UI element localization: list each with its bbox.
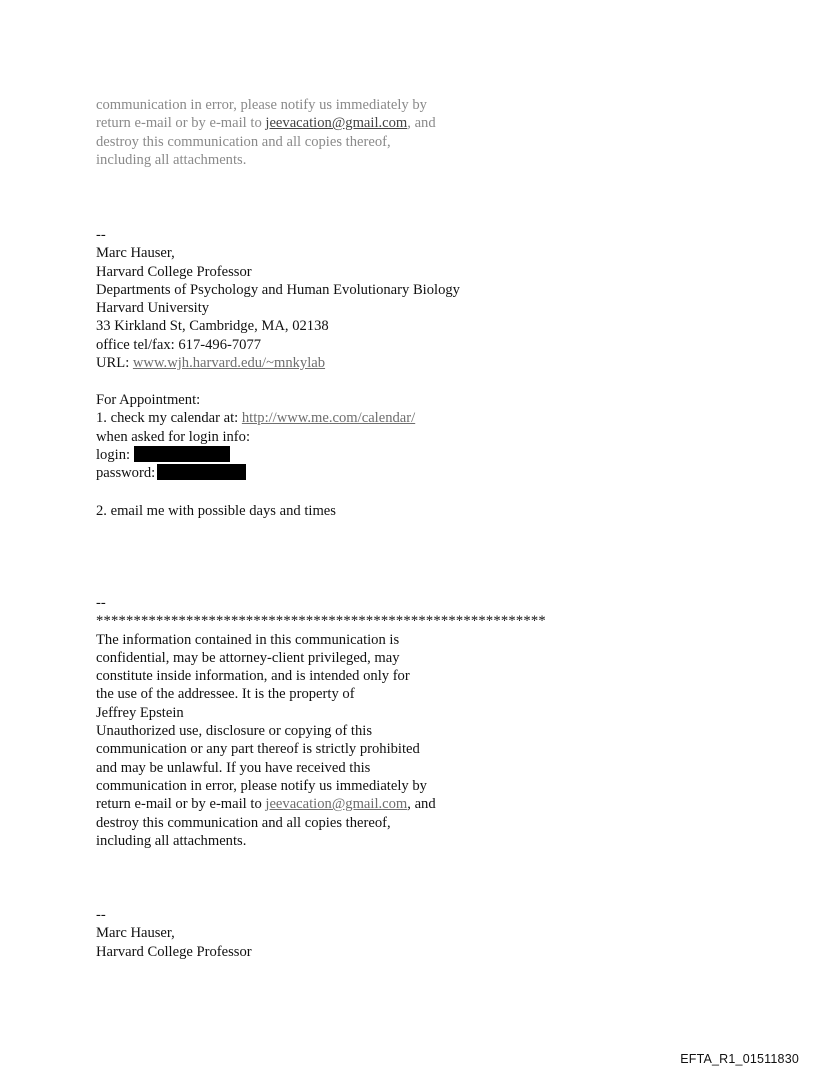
disclaimer-line: including all attachments. (96, 832, 247, 849)
disclaimer-email-suffix: , and (407, 796, 436, 813)
disclaimer-email-prefix: return e-mail or by e-mail to (96, 796, 266, 813)
document-id: EFTA_R1_01511830 (680, 1052, 799, 1066)
quoted-email-suffix: , and (407, 115, 436, 132)
quoted-email-prefix: return e-mail or by e-mail to (96, 115, 266, 132)
signature-departments: Departments of Psychology and Human Evolutionary Biology (96, 281, 460, 298)
disclaimer-line: destroy this communication and all copies thereof, (96, 814, 391, 831)
signature-title: Harvard College Professor (96, 263, 252, 280)
step-1-text: 1. check my calendar at: (96, 410, 242, 427)
disclaimer-line: constitute inside information, and is intended only for (96, 668, 410, 685)
disclaimer-stars: ************************************************************ (96, 613, 546, 630)
signature-separator: -- (96, 227, 106, 243)
signature-university: Harvard University (96, 300, 210, 317)
login-label: login: (96, 446, 131, 463)
quoted-line (96, 114, 436, 132)
quoted-line: communication in error, please notify us immediately by (96, 97, 427, 113)
disclaimer-line: communication in error, please notify us immediately by (96, 777, 427, 794)
disclaimer-line: confidential, may be attorney-client privileged, may (96, 649, 400, 666)
appointment-block (96, 391, 415, 482)
login-row (96, 446, 415, 464)
signature-name: Marc Hauser, (96, 245, 175, 262)
quoted-email-link[interactable]: jeevacation@gmail.com (265, 115, 408, 132)
disclaimer-email-link[interactable]: jeevacation@gmail.com (265, 796, 408, 813)
appointment-heading: For Appointment: (96, 392, 201, 408)
signature-separator: -- (96, 907, 106, 923)
quoted-disclaimer-tail (96, 96, 436, 169)
calendar-url-link[interactable]: http://www.me.com/calendar/ (241, 410, 416, 427)
disclaimer-separator: -- (96, 595, 106, 611)
appointment-step-1 (96, 409, 415, 427)
appointment-step-2-block (96, 502, 336, 520)
disclaimer-line: The information contained in this communication is (96, 631, 400, 648)
signature-address: 33 Kirkland St, Cambridge, MA, 02138 (96, 318, 329, 335)
lab-url-link[interactable]: www.wjh.harvard.edu/~mnkylab (132, 355, 326, 372)
quoted-line: destroy this communication and all copies thereof, (96, 133, 391, 150)
signature-block-2 (96, 906, 252, 961)
signature-block (96, 226, 460, 372)
disclaimer-line: Unauthorized use, disclosure or copying of this (96, 723, 373, 740)
password-label: password: (96, 465, 156, 482)
signature-phone: office tel/fax: 617-496-7077 (96, 336, 262, 353)
disclaimer-line: the use of the addressee. It is the property of (96, 686, 355, 703)
disclaimer-email-line (96, 795, 546, 813)
signature-url-line (96, 354, 460, 372)
login-prompt: when asked for login info: (96, 428, 251, 445)
quoted-line: including all attachments. (96, 151, 247, 168)
redaction-box (134, 446, 230, 462)
signature-title: Harvard College Professor (96, 943, 252, 960)
url-label: URL: (96, 355, 133, 372)
appointment-step-2: 2. email me with possible days and times (96, 503, 336, 519)
disclaimer-block (96, 594, 546, 850)
disclaimer-line: Jeffrey Epstein (96, 704, 184, 721)
disclaimer-line: communication or any part thereof is strictly prohibited (96, 741, 420, 758)
signature-name: Marc Hauser, (96, 925, 175, 942)
disclaimer-line: and may be unlawful. If you have received this (96, 759, 371, 776)
redaction-box (157, 464, 246, 480)
password-row (96, 464, 415, 482)
